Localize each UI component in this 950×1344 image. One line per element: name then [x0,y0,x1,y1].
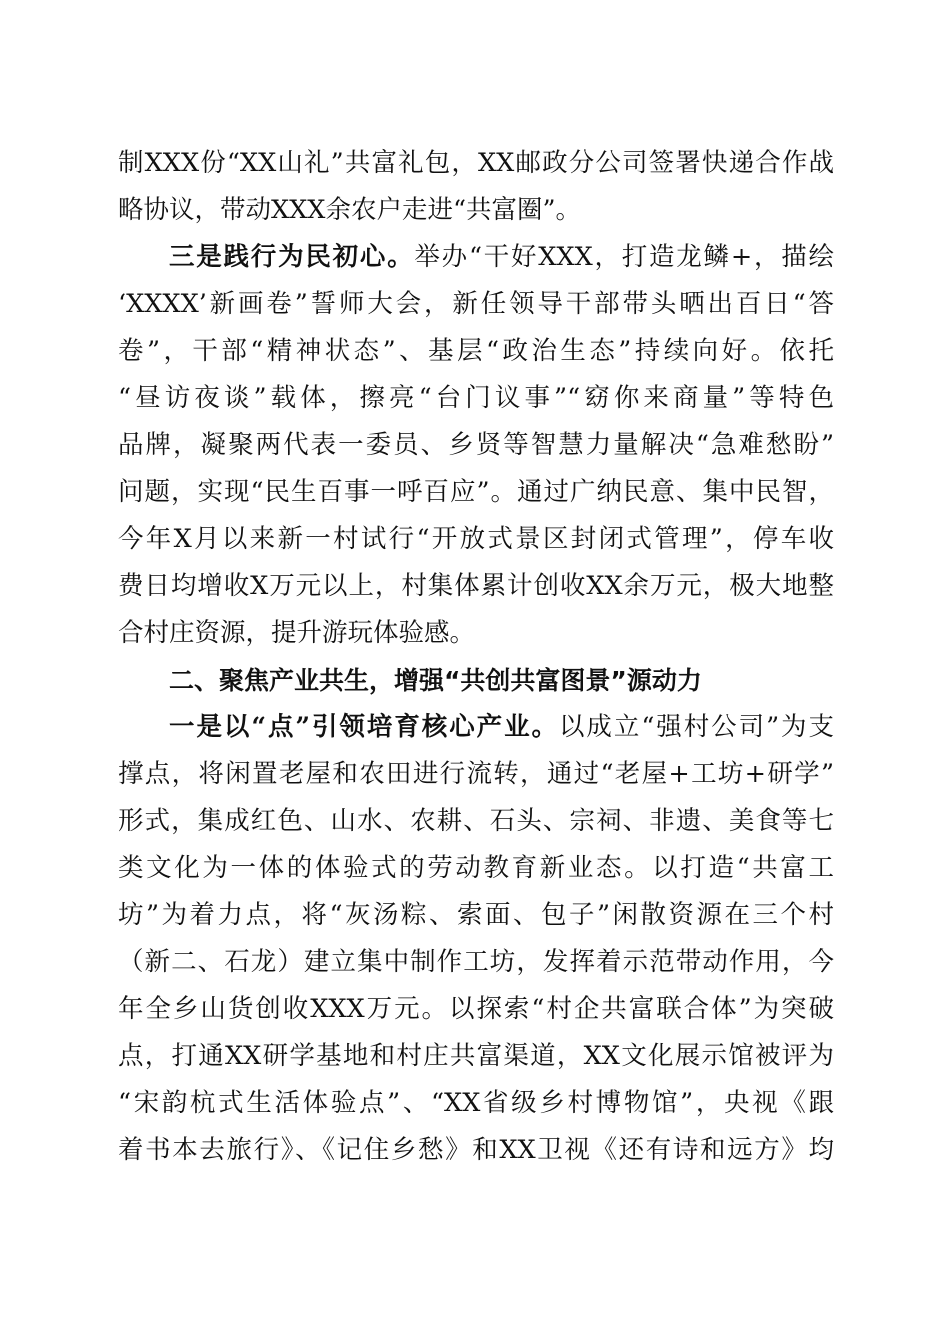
text-line: 撑点，将闲置老屋和农田进行流转，通过“老屋+工坊+研学” [118,759,834,789]
text-line: 年全乡山货创收XXX万元。以探索“村企共富联合体”为突破 [118,994,834,1024]
text-line: 略协议，带动XXX余农户走进“共富圈”。 [118,195,582,225]
paragraph-lead: 三是践行为民初心。 [169,242,415,272]
text-line: 类文化为一体的体验式的劳动教育新业态。以打造“共富工 [118,853,834,883]
text-line: “昼访夜谈”载体，擦亮“台门议事”“窈你来商量”等特色 [118,383,834,413]
text-line: 今年X月以来新一村试行“开放式景区封闭式管理”，停车收 [118,524,834,554]
text-line: 形式，集成红色、山水、农耕、石头、宗祠、非遗、美食等七 [118,806,834,836]
text-line: 卷”，干部“精神状态”、基层“政治生态”持续向好。依托 [118,336,834,366]
section-heading: 二、聚焦产业共生，增强“共创共富图景”源动力 [169,666,702,695]
paragraph-text: 举办“干好XXX，打造龙鳞+，描绘 [414,242,834,272]
text-line: 点，打通XX研学基地和村庄共富渠道，XX文化展示馆被评为 [118,1041,834,1071]
text-line: ‘XXXX’新画卷”誓师大会，新任领导干部带头晒出百日“答 [118,289,834,319]
paragraph-text: 以成立“强村公司”为支 [558,712,834,742]
text-line: 着书本去旅行》、《记住乡愁》和XX卫视《还有诗和远方》均 [118,1135,834,1165]
paragraph-first-line [118,704,834,751]
text-line: （新二、石龙）建立集中制作工坊，发挥着示范带动作用，今 [118,947,834,977]
text-line: 品牌，凝聚两代表一委员、乡贤等智慧力量解决“急难愁盼” [118,430,834,460]
text-line: 坊”为着力点，将“灰汤粽、索面、包子”闲散资源在三个村 [118,900,834,930]
text-line: “宋韵杭式生活体验点”、“XX省级乡村博物馆”，央视《跟 [118,1088,834,1118]
text-line: 费日均增收X万元以上，村集体累计创收XX余万元，极大地整 [118,571,834,601]
text-line: 制XXX份“XX山礼”共富礼包，XX邮政分公司签署快递合作战 [118,148,834,178]
paragraph-lead: 一是以“点”引领培育核心产业。 [169,712,559,742]
paragraph-first-line [118,234,834,281]
document-body [118,140,834,1174]
text-line: 合村庄资源，提升游玩体验感。 [118,618,476,648]
text-line: 问题，实现“民生百事一呼百应”。通过广纳民意、集中民智， [118,477,834,507]
